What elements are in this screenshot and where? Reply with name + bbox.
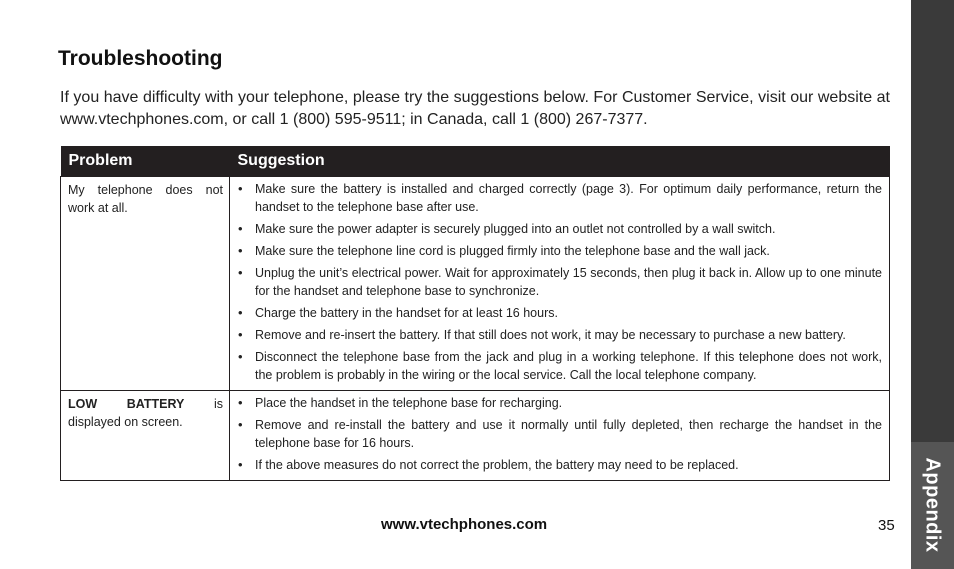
suggestion-cell <box>230 391 890 481</box>
suggestion-item: • Disconnect the telephone base from the jack and plug in a working telephone. If this telephone does not work, the problem is probably in the wiring or the local service. Call the local telephone company. <box>238 348 882 384</box>
problem-text: is displayed on screen. <box>68 397 224 429</box>
table-header-row <box>61 146 890 177</box>
side-tab-label: Appendix <box>921 457 944 553</box>
side-tab <box>911 0 954 569</box>
table-row <box>61 391 890 481</box>
page-number: 35 <box>878 517 895 534</box>
suggestion-cell <box>230 177 890 391</box>
problem-cell <box>61 391 230 481</box>
header-problem: Problem <box>61 146 230 177</box>
problem-cell <box>61 177 230 391</box>
suggestion-list <box>238 180 882 384</box>
suggestion-item: • Remove and re-insert the battery. If that still does not work, it may be necessary to purchase a new battery. <box>238 326 882 344</box>
table-row <box>61 177 890 391</box>
suggestion-item: • If the above measures do not correct the problem, the battery may need to be replaced. <box>238 456 882 474</box>
suggestion-item: • Charge the battery in the handset for at least 16 hours. <box>238 304 882 322</box>
intro-paragraph: If you have difficulty with your telephone, please try the suggestions below. For Customer Service, visit our website at www.vtechphones.com, or call 1 (800) 595-9511; in Canada, call 1 (800) 267-7377. <box>60 89 890 128</box>
footer-website-link[interactable]: www.vtechphones.com <box>381 516 548 533</box>
troubleshooting-table <box>60 146 890 481</box>
suggestion-item: • Make sure the battery is installed and charged correctly (page 3). For optimum daily performance, return the handset to the telephone base after use. <box>238 180 882 216</box>
suggestion-item: • Remove and re-install the battery and use it normally until fully depleted, then recharge the handset in the telephone base for 16 hours. <box>238 416 882 452</box>
problem-text: My telephone does not work at all. <box>68 183 223 215</box>
problem-bold: LOW BATTERY <box>68 397 185 411</box>
suggestion-item: • Make sure the telephone line cord is plugged firmly into the telephone base and the wall jack. <box>238 242 882 260</box>
suggestion-item: • Place the handset in the telephone base for recharging. <box>238 394 882 412</box>
suggestion-item: • Unplug the unit’s electrical power. Wait for approximately 15 seconds, then plug it back in. Allow up to one minute for the handset and telephone base to synchronize. <box>238 264 882 300</box>
suggestion-list <box>238 394 882 474</box>
header-suggestion: Suggestion <box>230 146 890 177</box>
page-title: Troubleshooting <box>58 47 223 70</box>
suggestion-item: • Make sure the power adapter is securely plugged into an outlet not controlled by a wall switch. <box>238 220 882 238</box>
